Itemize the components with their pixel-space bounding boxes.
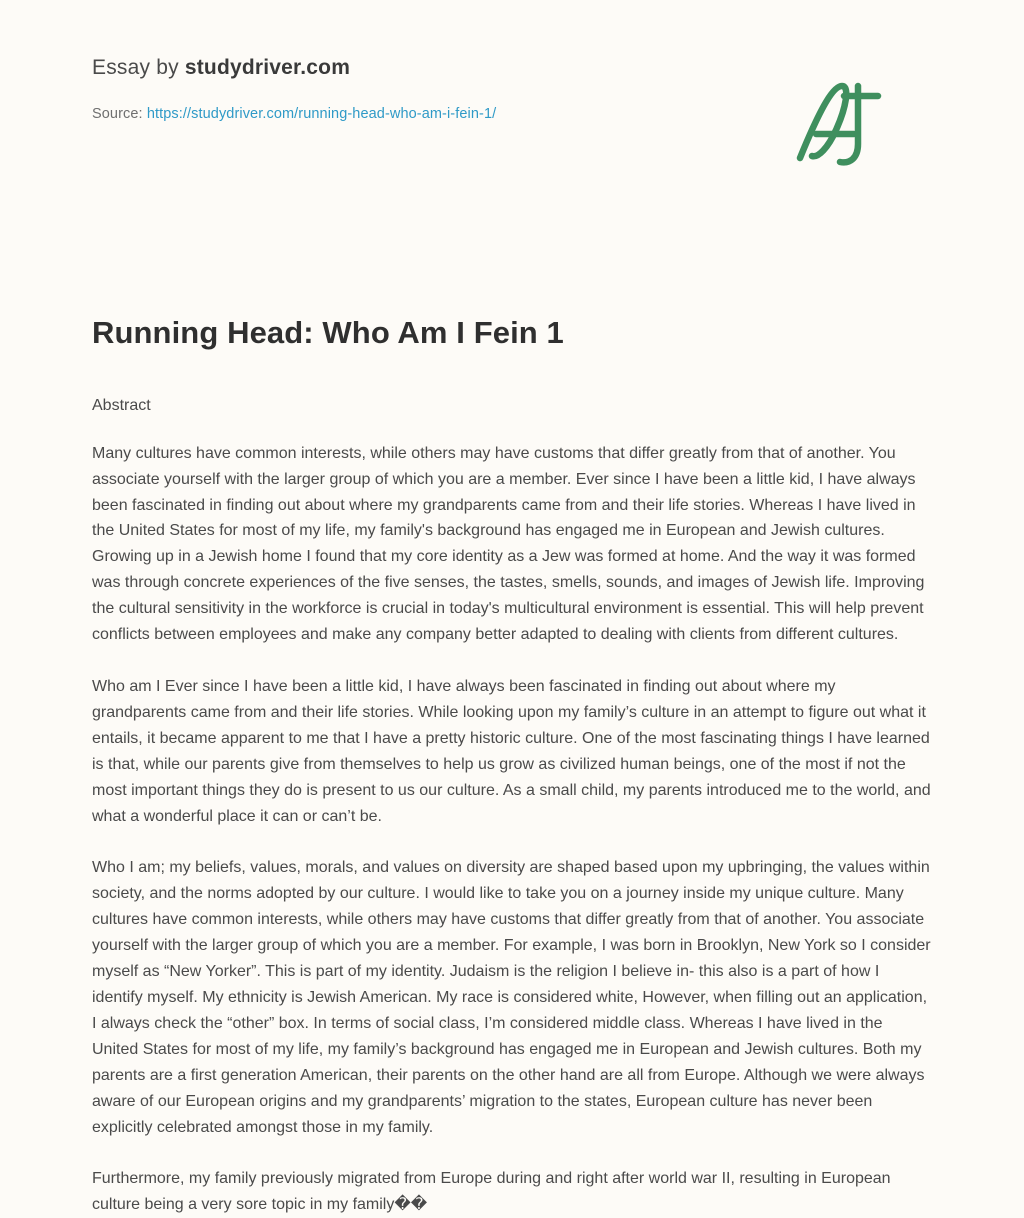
studydriver-monogram-logo-icon bbox=[792, 74, 902, 174]
source-label: Source: bbox=[92, 106, 147, 122]
byline-prefix: Essay by bbox=[92, 56, 185, 79]
paragraph: Many cultures have common interests, while others may have customs that differ greatly from that of another. You associate yourself with the larger group of which you are a member. Ever since I have been a little kid, I have always been fascinated in finding out about where my grandparents came from and their life stories. Whereas I have lived in the United States for most of my life, my family's background has engaged me in European and Jewish cultures. Growing up in a Jewish home I found that my core identity as a Jew was formed at home. And the way it was formed was through concrete experiences of the five senses, the tastes, smells, sounds, and images of Jewish life. Improving the cultural sensitivity in the workforce is crucial in today's multicultural environment is essential. This will help prevent conflicts between employees and make any company better adapted to dealing with clients from different cultures. bbox=[92, 444, 925, 644]
brand-name: studydriver.com bbox=[184, 56, 351, 79]
article-body bbox=[92, 441, 932, 1218]
paragraph: Furthermore, my family previously migrated from Europe during and right after world war II, resulting in European culture being a very sore topic in my family�� bbox=[92, 1170, 891, 1214]
paragraph: Who am I Ever since I have been a little kid, I have always been fascinated in finding out about where my grandparents came from and their life stories. While looking upon my family’s culture in an attempt to figure out what it entails, it became apparent to me that I have a pretty historic culture. One of the most fascinating things I have learned is that, while our parents give from themselves to help us grow as civilized human beings, one of the most if not the most important things they do is present to us our culture. As a small child, my parents introduced me to the world, and what a wonderful place it can or can’t be. bbox=[92, 678, 931, 825]
abstract-label: Abstract bbox=[92, 396, 151, 414]
page-title: Running Head: Who Am I Fein 1 bbox=[92, 315, 564, 350]
paragraph: Who I am; my beliefs, values, morals, and values on diversity are shaped based upon my upbringing, the values within society, and the norms adopted by our culture. I would like to take you on a journey inside my unique culture. Many cultures have common interests, while others may have customs that differ greatly from that of another. You associate yourself with the larger group of which you are a member. For example, I was born in Brooklyn, New York so I consider myself as “New Yorker”. This is part of my identity. Judaism is the religion I believe in- this also is a part of how I identify myself. My ethnicity is Jewish American. My race is considered white, However, when filling out an application, I always check the “other” box. In terms of social class, I’m considered middle class. Whereas I have lived in the United States for most of my life, my family’s background has engaged me in European and Jewish cultures. Both my parents are a first generation American, their parents on the other hand are all from Europe. Although we were always aware of our European origins and my grandparents’ migration to the states, European culture has never been explicitly celebrated amongst those in my family. bbox=[92, 859, 931, 1136]
source-url-link[interactable]: https://studydriver.com/running-head-who-am-i-fein-1/ bbox=[146, 106, 497, 122]
document-header bbox=[92, 56, 932, 196]
